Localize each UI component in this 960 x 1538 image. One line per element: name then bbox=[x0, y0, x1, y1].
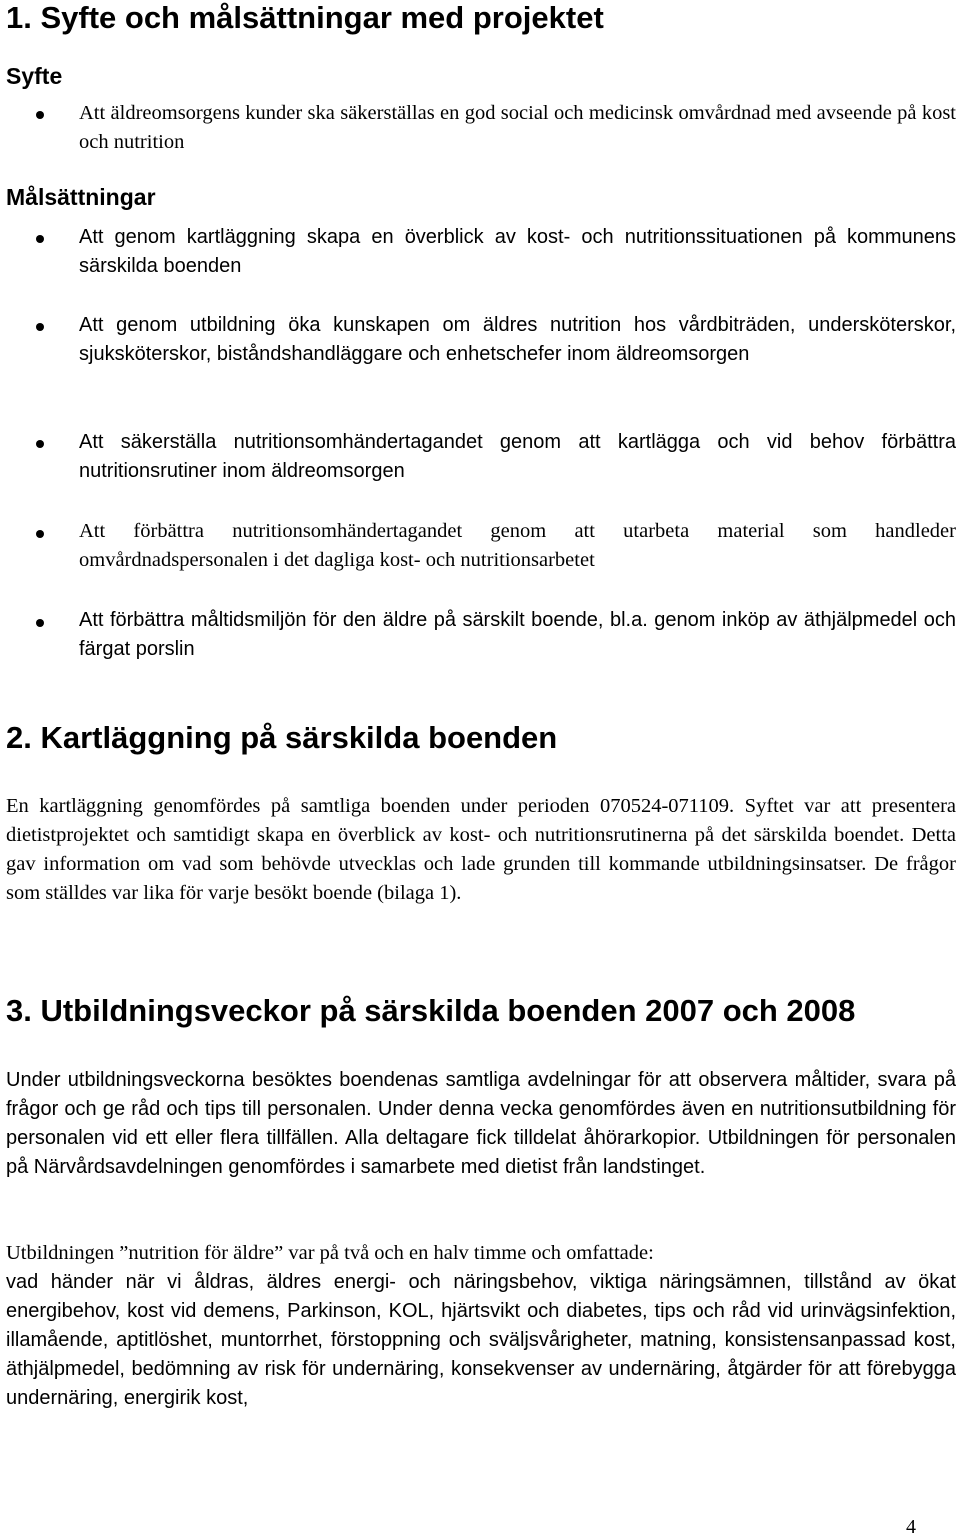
bullet-icon bbox=[36, 440, 46, 450]
bullet-icon bbox=[36, 530, 46, 540]
page-number: 4 bbox=[906, 1516, 916, 1538]
malsattning-bullet-2: Att genom utbildning öka kunskapen om äldres nutrition hos vårdbiträden, undersköterskor, sjuksköterskor, biståndshandläggare och enhetschefer inom äldreomsorgen bbox=[79, 314, 956, 365]
section-2-heading: 2. Kartläggning på särskilda boenden bbox=[6, 720, 558, 755]
bullet-icon bbox=[36, 619, 46, 629]
section-3-heading: 3. Utbildningsveckor på särskilda boenden 2007 och 2008 bbox=[6, 993, 856, 1028]
syfte-bullet-1: Att äldreomsorgens kunder ska säkerställas en god social och medicinsk omvårdnad med avseende på kost och nutrition bbox=[79, 102, 956, 153]
bullet-icon bbox=[36, 111, 46, 121]
bullet-icon bbox=[36, 323, 46, 333]
section-3-paragraph-2-intro: Utbildningen ”nutrition för äldre” var på två och en halv timme och omfattade: bbox=[6, 1242, 654, 1264]
malsattning-bullet-1: Att genom kartläggning skapa en överblick av kost- och nutritionssituationen på kommunens särskilda boenden bbox=[79, 226, 956, 277]
section-3-paragraph-2: vad händer när vi åldras, äldres energi- och näringsbehov, viktiga näringsämnen, tillstånd av ökat energibehov, kost vid demens, Parkinson, KOL, hjärtsvikt och diabetes, tips och råd vid urinvägsinfektion, illamående, aptitlöshet, muntorrhet, förstoppning och sväljsvårigheter, matning, konsistensanpassad kost, äthjälpmedel, bedömning av risk för undernäring, konsekvenser av undernäring, åtgärder för att förebygga undernäring, energirik kost, bbox=[6, 1271, 956, 1409]
bullet-icon bbox=[36, 235, 46, 245]
malsattning-bullet-5: Att förbättra måltidsmiljön för den äldre på särskilt boende, bl.a. genom inköp av äthjälpmedel och färgat porslin bbox=[79, 609, 956, 660]
section-3-paragraph-1: Under utbildningsveckorna besöktes boendenas samtliga avdelningar för att observera måltider, svara på frågor och ge råd och tips till personalen. Under denna vecka genomfördes även en nutritionsutbildning för personalen vid ett eller flera tillfällen. Alla deltagare fick tilldelat åhörarkopior. Utbildningen för personalen på Närvårdsavdelningen genomfördes i samarbete med dietist från landstinget. bbox=[6, 1069, 956, 1178]
malsattning-bullet-3: Att säkerställa nutritionsomhändertagandet genom att kartlägga och vid behov förbättra nutritionsrutiner inom äldreomsorgen bbox=[79, 431, 956, 482]
section-1-heading: 1. Syfte och målsättningar med projektet bbox=[6, 0, 604, 35]
malsattningar-heading: Målsättningar bbox=[6, 184, 156, 210]
malsattning-bullet-4: Att förbättra nutritionsomhändertagandet genom att utarbeta material som handleder omvårdnadspersonalen i det dagliga kost- och nutritionsarbetet bbox=[79, 520, 956, 571]
syfte-heading: Syfte bbox=[6, 63, 63, 89]
section-2-paragraph: En kartläggning genomfördes på samtliga boenden under perioden 070524-071109. Syftet var att presentera dietistprojektet och samtidigt skapa en överblick av kost- och nutritionsrutinerna på det särskilda boendet. Detta gav information om vad som behövde utvecklas och lade grunden till kommande utbildningsinsatser. De frågor som ställdes var lika för varje besökt boende (bilaga 1). bbox=[6, 795, 956, 904]
